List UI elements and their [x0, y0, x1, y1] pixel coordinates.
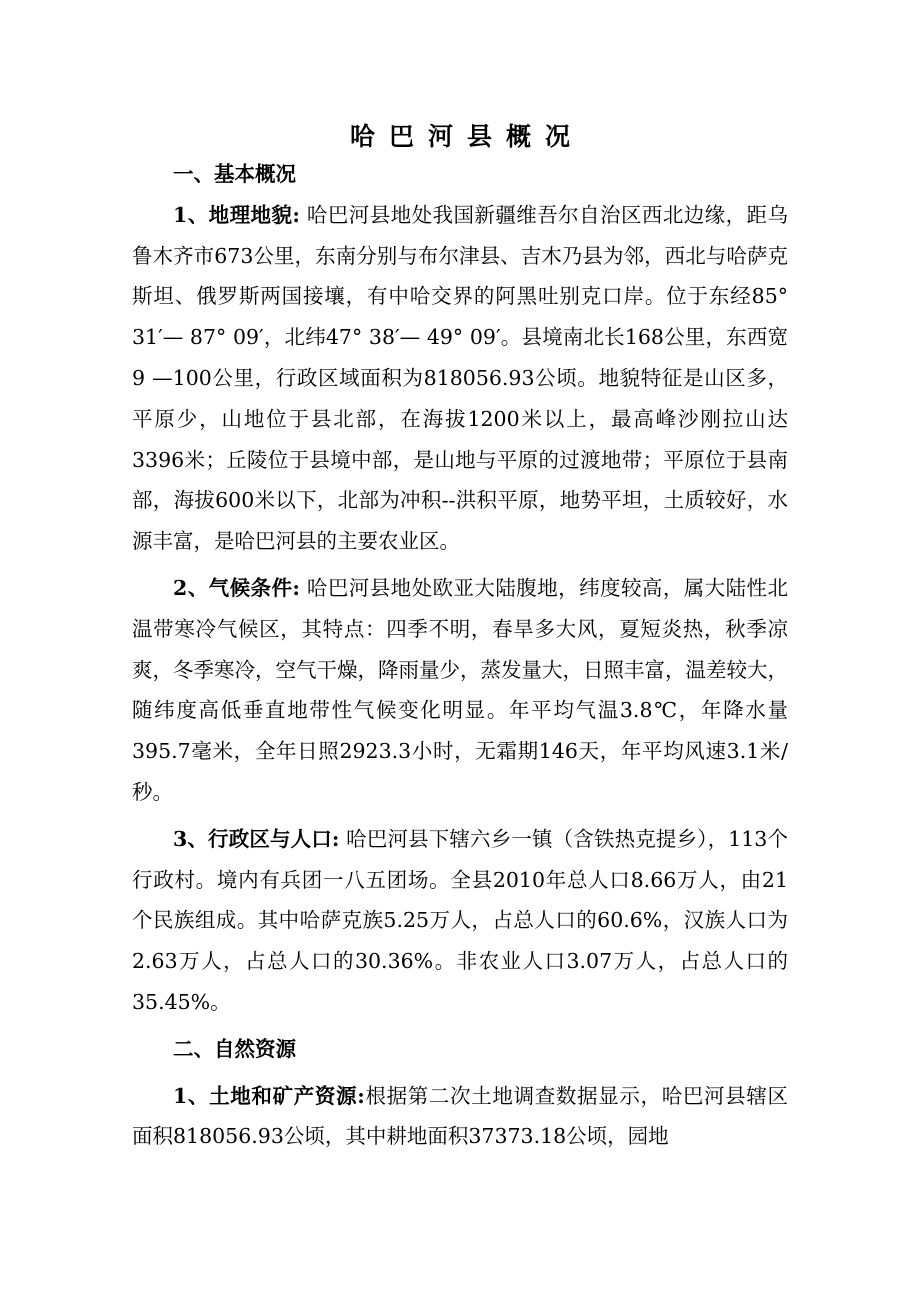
paragraph-climate [132, 568, 788, 813]
document-body [132, 154, 788, 1157]
paragraph-lead: 2、气候条件: [173, 575, 300, 600]
paragraph-text: 哈巴河县地处我国新疆维吾尔自治区西北边缘，距乌鲁木齐市673公里，东南分别与布尔津县、吉木乃县为邻，西北与哈萨克斯坦、俄罗斯两国接壤，有中哈交界的阿黑吐别克口岸。位于东经85° 31′— 87° 09′，北纬47° 38′— 49° 09′。县境南北长168公里，东西宽9 —100公里，行政区域面积为818056.93公顷。地貌特征是山区多，平原少，山地位于县北部，在海拔1200米以上，最高峰沙刚拉山达3396米；丘陵位于县境中部，是山地与平原的过渡地带；平原位于县南部，海拔600米以下，北部为冲积--洪积平原，地势平坦，土质较好，水源丰富，是哈巴河县的主要农业区。 [132, 202, 788, 554]
paragraph-lead: 1、地理地貌: [173, 202, 300, 227]
paragraph-population [132, 819, 788, 1023]
paragraph-geography [132, 195, 788, 562]
paragraph-text: 哈巴河县地处欧亚大陆腹地，纬度较高，属大陆性北温带寒冷气候区，其特点：四季不明，春旱多大风，夏短炎热，秋季凉爽，冬季寒冷，空气干燥，降雨量少，蒸发量大，日照丰富，温差较大，随纬度高低垂直地带性气候变化明显。年平均气温3.8℃，年降水量395.7毫米，全年日照2923.3小时，无霜期146天，年平均风速3.1米/秒。 [132, 575, 788, 804]
paragraph-lead: 1、土地和矿产资源: [173, 1083, 365, 1108]
paragraph-text: 根据第二次土地调查数据显示，哈巴河县辖区面积818056.93公顷，其中耕地面积37373.18公顷，园地 [132, 1083, 788, 1149]
paragraph-land-resources [132, 1076, 788, 1158]
paragraph-lead: 3、行政区与人口: [173, 826, 340, 851]
section-heading: 二、自然资源 [173, 1036, 296, 1061]
document-title: 哈巴河县概况 [349, 122, 584, 151]
section-heading: 一、基本概况 [173, 162, 296, 186]
paragraph-text: 哈巴河县下辖六乡一镇（含铁热克提乡），113个行政村。境内有兵团一八五团场。全县2010年总人口8.66万人，由21个民族组成。其中哈萨克族5.25万人，占总人口的60.6%，汉族人口为2.63万人，占总人口的30.36%。非农业人口3.07万人，占总人口的35.45%。 [132, 826, 788, 1014]
